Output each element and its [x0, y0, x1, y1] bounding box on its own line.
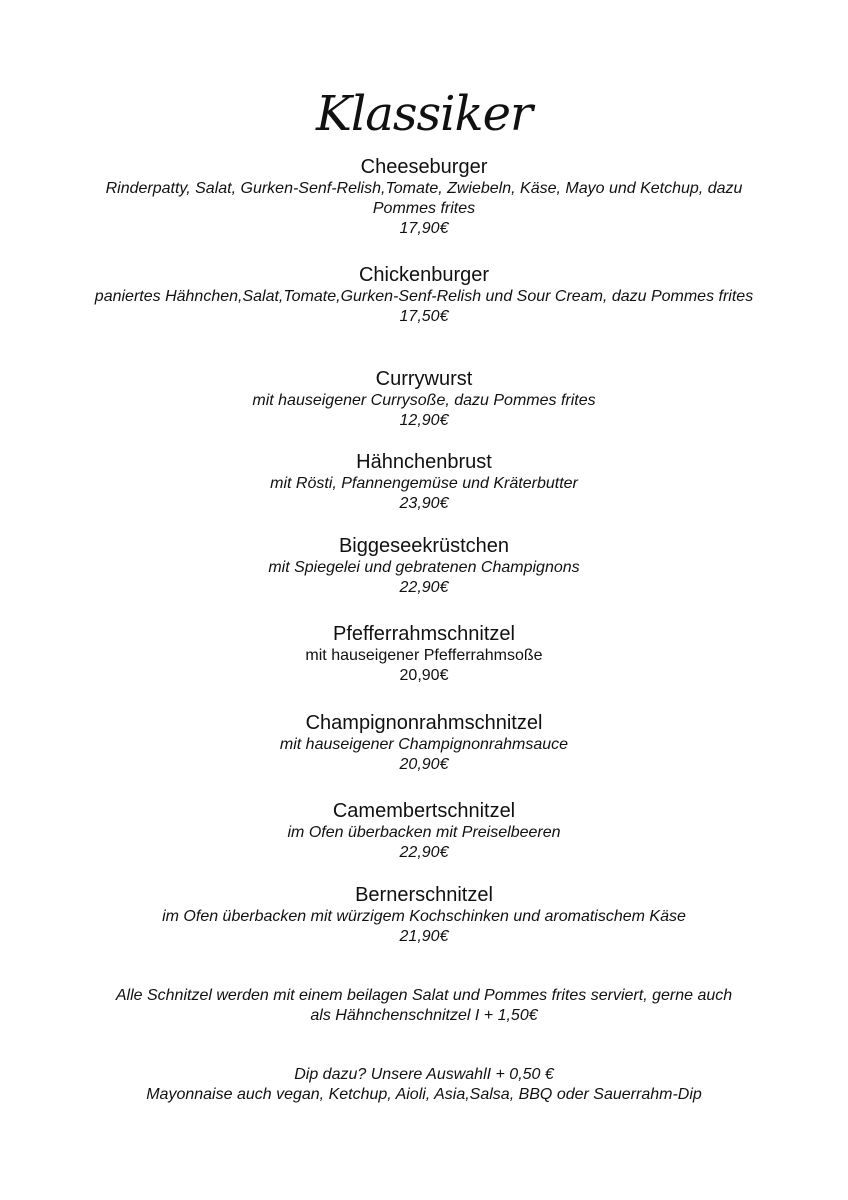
- item-name: Bernerschnitzel: [355, 884, 493, 906]
- item-name: Pfefferrahmschnitzel: [333, 623, 515, 645]
- schnitzel-note: [74, 986, 774, 1026]
- schnitzel-note-line-2: als Hähnchenschnitzel I + 1,50€: [310, 1007, 538, 1024]
- item-price: 12,90€: [399, 412, 449, 429]
- schnitzel-note-line-1: Alle Schnitzel werden mit einem beilagen Salat und Pommes frites serviert, gerne auch: [115, 987, 733, 1004]
- item-description: mit hauseigener Currysoße, dazu Pommes frites: [252, 392, 596, 409]
- menu-item-haehnchenbrust: [80, 450, 768, 514]
- item-description: im Ofen überbacken mit würzigem Kochschinken und aromatischem Käse: [162, 908, 686, 925]
- item-price: 20,90€: [399, 667, 449, 684]
- menu-item-bernerschnitzel: [74, 883, 774, 947]
- item-price: 17,90€: [399, 220, 449, 237]
- menu-item-camembertschnitzel: [80, 799, 768, 863]
- item-name: Camembertschnitzel: [332, 800, 516, 822]
- menu-item-currywurst: [80, 367, 768, 431]
- item-name: Cheeseburger: [360, 156, 488, 178]
- item-price: 17,50€: [399, 308, 449, 325]
- item-price: 21,90€: [399, 928, 449, 945]
- item-description: mit Spiegelei und gebratenen Champignons: [268, 559, 580, 576]
- item-name: Champignonrahmschnitzel: [305, 712, 543, 734]
- item-price: 23,90€: [399, 495, 449, 512]
- item-name: Biggeseekrüstchen: [338, 535, 510, 557]
- item-name: Hähnchenbrust: [356, 451, 492, 473]
- item-price: 20,90€: [399, 756, 449, 773]
- dip-note: [74, 1065, 774, 1105]
- item-description: Rinderpatty, Salat, Gurken-Senf-Relish,Tomate, Zwiebeln, Käse, Mayo und Ketchup, dazu Pommes frites: [105, 180, 743, 217]
- item-price: 22,90€: [399, 579, 449, 596]
- item-description: im Ofen überbacken mit Preiselbeeren: [287, 824, 561, 841]
- menu-item-champignonrahmschnitzel: [80, 711, 768, 775]
- item-price: 22,90€: [399, 844, 449, 861]
- item-description: mit Rösti, Pfannengemüse und Kräterbutter: [270, 475, 578, 492]
- menu-item-pfefferrahmschnitzel: [80, 622, 768, 686]
- menu-title: Klassiker: [316, 86, 532, 142]
- dip-note-line-2: Mayonnaise auch vegan, Ketchup, Aioli, Asia,Salsa, BBQ oder Sauerrahm-Dip: [146, 1086, 702, 1103]
- menu-item-cheeseburger: [74, 155, 774, 239]
- item-description: mit hauseigener Champignonrahmsauce: [279, 736, 569, 753]
- menu-item-chickenburger: [80, 263, 768, 327]
- item-description: paniertes Hähnchen,Salat,Tomate,Gurken-Senf-Relish und Sour Cream, dazu Pommes frites: [94, 288, 754, 305]
- item-description: mit hauseigener Pfefferrahmsoße: [305, 647, 543, 664]
- dip-note-line-1: Dip dazu? Unsere AuswahlI + 0,50 €: [294, 1066, 554, 1083]
- item-name: Currywurst: [375, 368, 473, 390]
- menu-item-biggeseekruestchen: [80, 534, 768, 598]
- item-name: Chickenburger: [358, 264, 490, 286]
